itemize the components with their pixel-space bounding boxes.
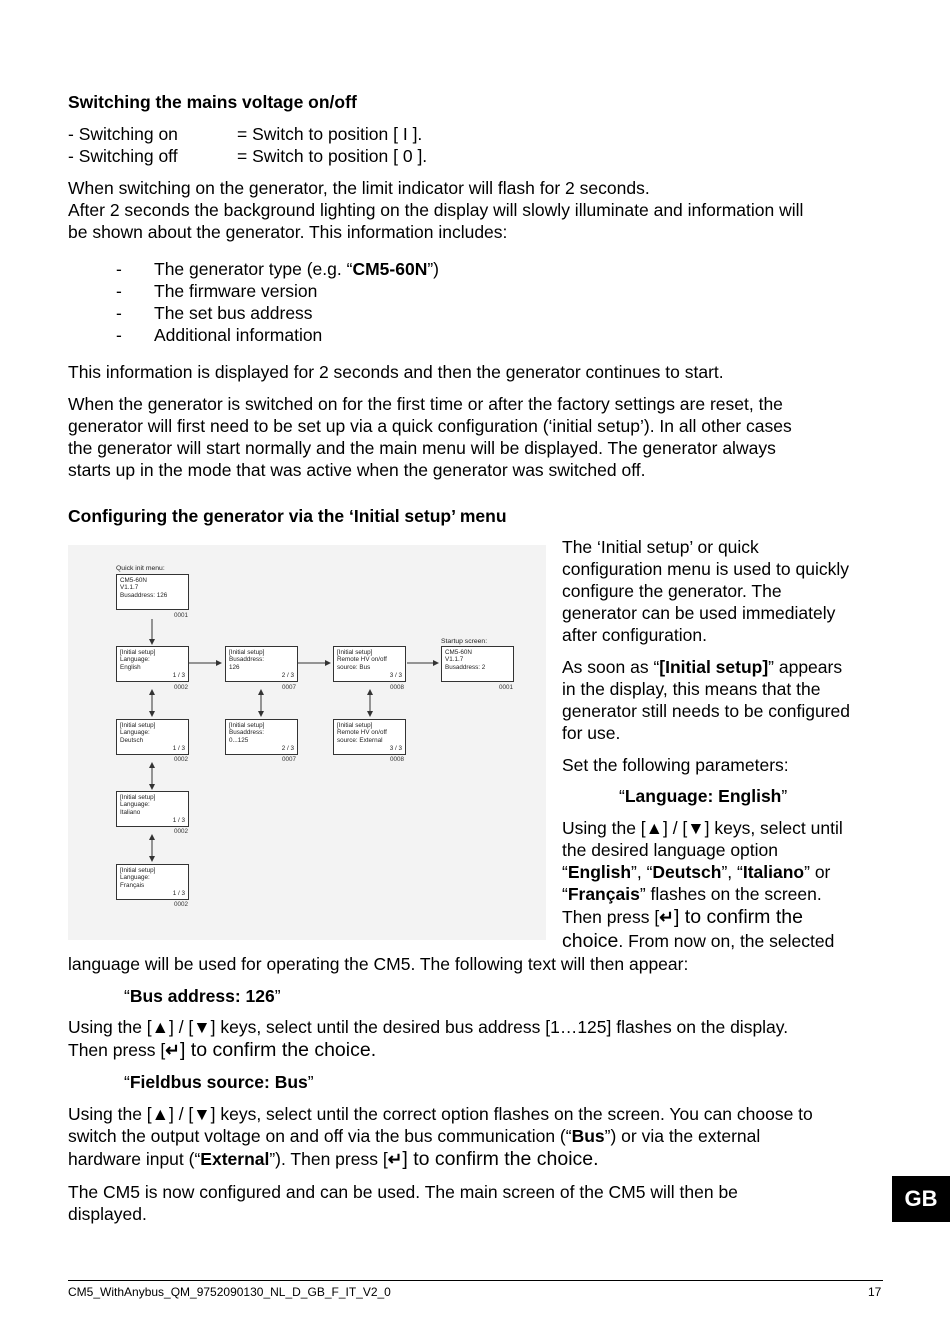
box-code: 0008 [390,684,405,691]
para-text: for use. [562,723,621,743]
enter-key-icon: ↵ [387,1149,403,1169]
box-code: 0002 [174,756,189,763]
para-text: hardware input (“External”). Then press [↵] to confirm the choice. [68,1148,599,1170]
param-bus-address: “Bus address: 126” [124,986,281,1006]
language-tab: GB [892,1176,950,1222]
box-code: 0007 [282,684,297,691]
enter-key-icon: ↵ [165,1040,180,1060]
menu-box: [Initial setup] Language: Deutsch 1 / 3 [116,719,189,755]
page-number: 17 [868,1285,882,1299]
menu-box: CM5-60N V1.1.7 Busaddress: 126 [116,574,189,610]
para-text: generator still needs to be configured [562,701,850,721]
bullet-item: The set bus address [154,303,313,323]
para-text: Then press [↵] to confirm the choice. [68,1039,377,1061]
bullet-item: Additional information [154,325,323,345]
para-text: after configuration. [562,625,707,645]
bullet-dash: - [116,281,122,301]
section-heading-initial-setup: Configuring the generator via the ‘Initial setup’ menu [68,506,507,526]
para-text: generator will first need to be set up via a quick configuration (‘initial setup’). In all other cases [68,416,792,436]
switch-on-value: = Switch to position [ I ]. [237,124,423,144]
para-text: The CM5 is now configured and can be used. The main screen of the CM5 will then be [68,1182,738,1202]
para-text: The ‘Initial setup’ or quick [562,537,759,557]
para-text: displayed. [68,1204,147,1224]
footer-rule [68,1280,883,1281]
para-text: Set the following parameters: [562,755,789,775]
para-text: in the display, this means that the [562,679,821,699]
para-text: Using the [▲] / [▼] keys, select until [562,818,843,838]
bullet-dash: - [116,259,122,279]
enter-key-icon: ↵ [659,907,674,927]
box-code: 0001 [499,684,514,691]
bullet-item: The generator type (e.g. “CM5-60N”) [154,259,439,279]
menu-box: [Initial setup] Language: Italiano 1 / 3 [116,791,189,827]
section-heading-mains: Switching the mains voltage on/off [68,92,357,112]
switch-off-value: = Switch to position [ 0 ]. [237,146,428,166]
para-text: configuration menu is used to quickly [562,559,849,579]
para-text: After 2 seconds the background lighting on the display will slowly illuminate and information will [68,200,804,220]
footer-doc-id: CM5_WithAnybus_QM_9752090130_NL_D_GB_F_IT_V2_0 [68,1285,391,1299]
para-text: Then press [↵] to confirm the [562,906,803,928]
box-code: 0007 [282,756,297,763]
box-code: 0008 [390,756,405,763]
para-text: configure the generator. The [562,581,782,601]
bullet-dash: - [116,303,122,323]
startup-screen-label: Startup screen: [441,638,488,645]
initial-setup-flow-diagram [68,545,546,940]
para-text: “Français” flashes on the screen. [562,884,822,904]
menu-box: CM5-60N V1.1.7 Busaddress: 2 [441,646,514,682]
para-text: When the generator is switched on for the first time or after the factory settings are reset, the [68,394,783,414]
menu-box: [Initial setup] Remote HV on/off source: External 3 / 3 [333,719,406,755]
para-text: the desired language option [562,840,779,860]
para-text: be shown about the generator. This information includes: [68,222,508,242]
para-text: Using the [▲] / [▼] keys, select until the correct option flashes on the screen. You can choose to [68,1104,813,1124]
param-fieldbus-source: “Fieldbus source: Bus” [124,1072,314,1092]
box-code: 0002 [174,901,189,908]
para-text: Using the [▲] / [▼] keys, select until the desired bus address [1…125] flashes on the display. [68,1017,789,1037]
box-code: 0002 [174,684,189,691]
param-language: “Language: English” [619,786,788,806]
para-text: choice. From now on, the selected [562,930,835,952]
para-text: This information is displayed for 2 seconds and then the generator continues to start. [68,362,724,382]
para-text: starts up in the mode that was active when the generator was switched off. [68,460,646,480]
box-code: 0002 [174,828,189,835]
quick-init-label: Quick init menu: [116,565,165,572]
bullet-dash: - [116,325,122,345]
bullet-item: The firmware version [154,281,318,301]
para-text: the generator will start normally and the main menu will be displayed. The generator always [68,438,776,458]
menu-box: [Initial setup] Busaddress: 126 2 / 3 [225,646,298,682]
switch-off-label: - Switching off [68,146,178,166]
para-text: “English”, “Deutsch”, “Italiano” or [562,862,831,882]
box-code: 0001 [174,612,189,619]
switch-on-label: - Switching on [68,124,178,144]
menu-box: [Initial setup] Language: English 1 / 3 [116,646,189,682]
para-text: language will be used for operating the CM5. The following text will then appear: [68,954,689,974]
menu-box: [Initial setup] Remote HV on/off source: Bus 3 / 3 [333,646,406,682]
menu-box: [Initial setup] Busaddress: 0...125 2 / 3 [225,719,298,755]
para-text: generator can be used immediately [562,603,836,623]
menu-box: [Initial setup] Language: Français 1 / 3 [116,864,189,900]
para-text: When switching on the generator, the limit indicator will flash for 2 seconds. [68,178,650,198]
para-text: As soon as “[Initial setup]” appears [562,657,843,677]
para-text: switch the output voltage on and off via the bus communication (“Bus”) or via the external [68,1126,761,1146]
